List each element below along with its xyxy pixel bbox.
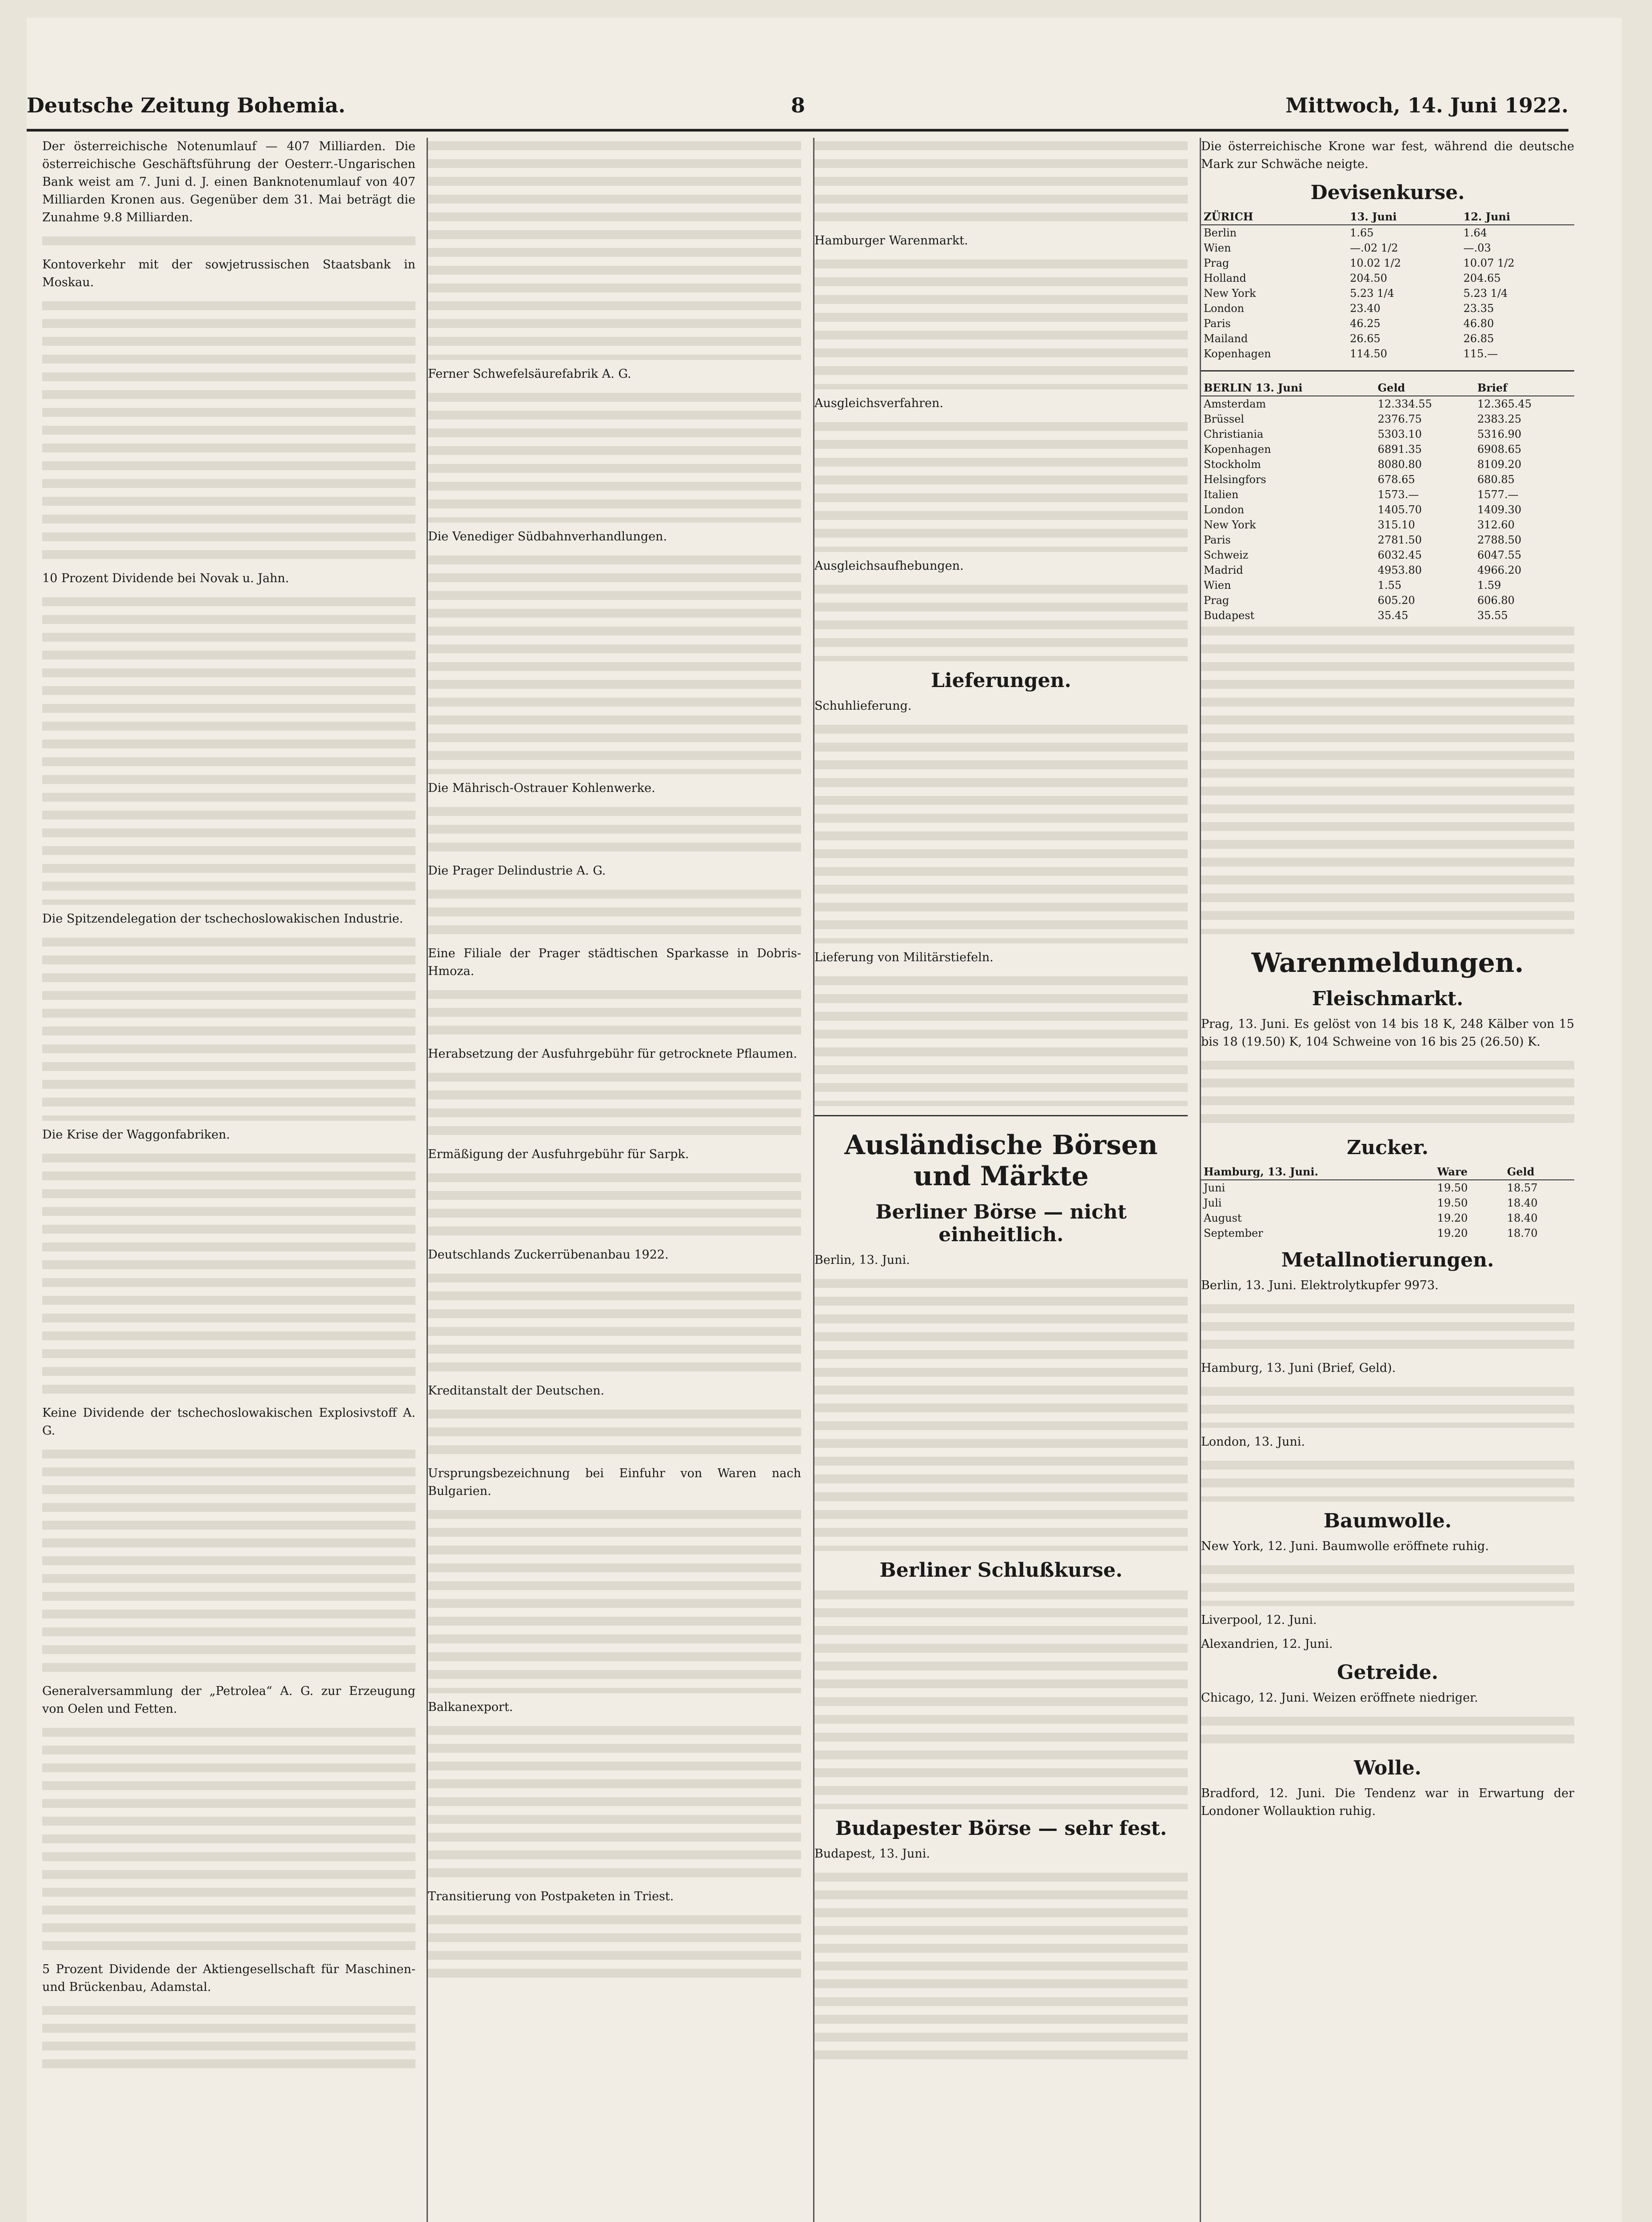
row-label: Holland — [1204, 272, 1246, 284]
row-label: Kopenhagen — [1204, 348, 1271, 360]
row-value: 46.25 — [1350, 317, 1381, 330]
row-label: Paris — [1204, 317, 1231, 330]
table-row — [1201, 1195, 1574, 1211]
row-value: 678.65 — [1377, 473, 1415, 486]
row-value: 5.23 1/4 — [1350, 287, 1394, 300]
table-row — [1201, 316, 1574, 331]
row-value: 204.50 — [1350, 272, 1388, 284]
article-waggonfabriken: Die Krise der Waggonfabriken. — [42, 1128, 230, 1142]
row-label: London — [1204, 302, 1245, 315]
row-value: 315.10 — [1377, 519, 1415, 531]
article-ausgleichsverfahren: Ausgleichsverfahren. — [814, 396, 944, 410]
table-row — [1201, 472, 1574, 487]
article-triest: Transitierung von Postpaketen in Triest. — [428, 1890, 674, 1903]
table-col-head: 12. Juni — [1461, 209, 1574, 225]
heading-berliner-boerse: Berliner Börse — nicht einheitlich. — [875, 1201, 1127, 1246]
article-schwefelsaeure: Ferner Schwefelsäurefabrik A. G. — [428, 367, 631, 381]
heading-devisenkurse: Devisenkurse. — [1310, 181, 1465, 204]
article-kontoverkehr: Kontoverkehr mit der sowjetrussischen Staatsbank in Moskau. — [42, 258, 415, 289]
column-4 — [1200, 138, 1574, 2222]
article-bulgarien: Ursprungsbezeichnung bei Einfuhr von Waren nach Bulgarien. — [428, 1467, 801, 1498]
row-value: 19.50 — [1437, 1197, 1468, 1209]
article-metall-london: London, 13. Juni. — [1201, 1435, 1305, 1449]
text-lines — [428, 552, 801, 774]
article-wolle-bradford: Bradford, 12. Juni. Die Tendenz war in Erwartung der Londoner Wollauktion ruhig. — [1201, 1786, 1574, 1818]
row-value: 204.65 — [1463, 272, 1501, 284]
table-row — [1201, 487, 1574, 502]
text-lines — [428, 1722, 801, 1882]
divider — [1201, 370, 1574, 372]
row-value: 19.20 — [1437, 1212, 1468, 1224]
row-label: Schweiz — [1204, 549, 1249, 561]
text-lines — [1201, 1383, 1574, 1428]
text-lines — [1201, 1057, 1574, 1128]
row-value: 18.40 — [1507, 1197, 1538, 1209]
row-value: 1.55 — [1377, 579, 1402, 591]
row-label: Wien — [1204, 579, 1231, 591]
row-value: 19.50 — [1437, 1182, 1468, 1194]
row-value: 6032.45 — [1377, 549, 1422, 561]
row-value: 23.40 — [1350, 302, 1381, 315]
text-lines — [814, 1587, 1188, 1809]
row-label: Berlin — [1204, 227, 1237, 239]
text-lines — [1201, 1457, 1574, 1502]
text-lines — [428, 138, 801, 360]
row-label: Amsterdam — [1204, 398, 1266, 410]
text-lines — [42, 2002, 415, 2074]
row-label: Madrid — [1204, 564, 1243, 576]
row-value: 18.57 — [1507, 1182, 1538, 1194]
row-label: London — [1204, 504, 1245, 516]
article-pflaumen: Herabsetzung der Ausfuhrgebühr für getrocknete Pflaumen. — [428, 1047, 797, 1061]
row-value: 2376.75 — [1377, 413, 1422, 425]
row-value: 8080.80 — [1377, 458, 1422, 471]
text-lines — [428, 803, 801, 857]
row-value: 1577.— — [1477, 488, 1519, 501]
table-title: Hamburg, 13. Juni. — [1201, 1164, 1435, 1180]
article-schuhlieferung: Schuhlieferung. — [814, 699, 912, 713]
table-row — [1201, 225, 1574, 240]
text-lines — [1201, 1562, 1574, 1606]
row-value: 8109.20 — [1477, 458, 1522, 471]
row-label: August — [1204, 1212, 1242, 1224]
row-label: Stockholm — [1204, 458, 1261, 471]
article-krone: Die österreichische Krone war fest, während die deutsche Mark zur Schwäche neigte. — [1201, 140, 1574, 171]
row-label: Mailand — [1204, 332, 1248, 345]
text-lines — [1201, 1713, 1574, 1749]
row-value: 680.85 — [1477, 473, 1515, 486]
text-lines — [814, 1869, 1188, 2065]
heading-baumwolle: Baumwolle. — [1323, 1510, 1452, 1532]
text-lines — [428, 987, 801, 1040]
row-value: —.02 1/2 — [1350, 242, 1398, 254]
masthead — [27, 76, 1568, 132]
text-lines — [428, 1912, 801, 1983]
row-value: 1409.30 — [1477, 504, 1522, 516]
table-zurich — [1201, 209, 1574, 361]
article-spitzendelegation: Die Spitzendelegation der tschechoslowakischen Industrie. — [42, 912, 403, 926]
article-baumwolle-liverpool: Liverpool, 12. Juni. — [1201, 1613, 1317, 1627]
row-value: —.03 — [1463, 242, 1491, 254]
heading-wolle: Wolle. — [1354, 1757, 1421, 1779]
table-row — [1201, 1226, 1574, 1241]
text-lines — [428, 389, 801, 523]
text-lines — [42, 1446, 415, 1677]
table-row — [1201, 271, 1574, 286]
table-row — [1201, 396, 1574, 412]
table-zucker — [1201, 1164, 1574, 1241]
table-row — [1201, 412, 1574, 427]
table-row — [1201, 331, 1574, 346]
row-value: 5316.90 — [1477, 428, 1522, 440]
article-metall-berlin: Berlin, 13. Juni. Elektrolytkupfer 9973. — [1201, 1279, 1439, 1292]
row-label: Italien — [1204, 488, 1239, 501]
text-lines — [428, 1507, 801, 1693]
row-value: 114.50 — [1350, 348, 1388, 360]
table-row — [1201, 578, 1574, 593]
heading-auslaendische-boersen: Ausländische Börsen und Märkte — [844, 1130, 1158, 1192]
row-value: 26.65 — [1350, 332, 1381, 345]
text-lines — [42, 1150, 415, 1399]
row-value: 18.40 — [1507, 1212, 1538, 1224]
row-value: 605.20 — [1377, 594, 1415, 607]
masthead-title: Deutsche Zeitung Bohemia. — [27, 93, 346, 117]
text-lines — [814, 721, 1188, 943]
heading-metallnotierungen: Metallnotierungen. — [1281, 1249, 1494, 1271]
row-value: 1573.— — [1377, 488, 1419, 501]
heading-zucker: Zucker. — [1347, 1136, 1429, 1159]
masthead-date: Mittwoch, 14. Juni 1922. — [1285, 93, 1568, 117]
table-row — [1201, 1180, 1574, 1195]
column-1 — [42, 138, 415, 2222]
column-2 — [427, 138, 801, 2222]
heading-getreide: Getreide. — [1337, 1661, 1438, 1684]
table-row — [1201, 427, 1574, 442]
article-militaerstiefel: Lieferung von Militärstiefeln. — [814, 951, 994, 964]
table-row — [1201, 563, 1574, 578]
row-label: Paris — [1204, 534, 1231, 546]
row-value: 10.02 1/2 — [1350, 257, 1401, 269]
article-zuckerruebe: Deutschlands Zuckerrübenanbau 1922. — [428, 1248, 669, 1262]
row-label: Christiania — [1204, 428, 1264, 440]
row-value: 312.60 — [1477, 519, 1515, 531]
text-lines — [42, 594, 415, 905]
heading-schlusskurse: Berliner Schlußkurse. — [879, 1559, 1123, 1582]
row-value: 12.334.55 — [1377, 398, 1432, 410]
row-value: 35.55 — [1477, 609, 1508, 622]
text-lines — [814, 1275, 1188, 1551]
row-label: Kopenhagen — [1204, 443, 1271, 456]
text-lines — [428, 1406, 801, 1459]
article-kreditanstalt: Kreditanstalt der Deutschen. — [428, 1384, 605, 1398]
article-metall-hamburg: Hamburg, 13. Juni (Brief, Geld). — [1201, 1361, 1396, 1375]
row-value: 6908.65 — [1477, 443, 1522, 456]
table-row — [1201, 442, 1574, 457]
text-lines — [814, 256, 1188, 389]
table-row — [1201, 517, 1574, 532]
row-label: Juni — [1204, 1182, 1225, 1194]
page-number: 8 — [791, 93, 806, 117]
row-value: 5303.10 — [1377, 428, 1422, 440]
row-label: Wien — [1204, 242, 1231, 254]
table-row — [1201, 593, 1574, 608]
article-getreide-chicago: Chicago, 12. Juni. Weizen eröffnete niedriger. — [1201, 1691, 1478, 1705]
table-row — [1201, 256, 1574, 271]
row-label: Juli — [1204, 1197, 1222, 1209]
row-label: Budapest — [1204, 609, 1255, 622]
text-lines — [814, 973, 1188, 1106]
table-row — [1201, 608, 1574, 623]
table-row — [1201, 301, 1574, 316]
table-col-head: Geld — [1375, 380, 1475, 396]
row-value: 5.23 1/4 — [1463, 287, 1508, 300]
article-adamstal: 5 Prozent Dividende der Aktiengesellschaft für Maschinen- und Brückenbau, Adamstal. — [42, 1962, 415, 1994]
row-value: 46.80 — [1463, 317, 1494, 330]
row-value: 6891.35 — [1377, 443, 1422, 456]
article-kohlenwerke: Die Mährisch-Ostrauer Kohlenwerke. — [428, 781, 655, 795]
text-lines — [428, 1270, 801, 1377]
article-baumwolle-alexandrien: Alexandrien, 12. Juni. — [1201, 1637, 1333, 1651]
article-budapest-dateline: Budapest, 13. Juni. — [814, 1847, 930, 1861]
article-petrolea: Generalversammlung der „Petrolea“ A. G. zur Erzeugung von Oelen und Fetten. — [42, 1684, 415, 1716]
row-value: 1.65 — [1350, 227, 1374, 239]
row-value: 6047.55 — [1477, 549, 1522, 561]
text-lines — [42, 298, 415, 564]
article-suedbahn: Die Venediger Südbahnverhandlungen. — [428, 530, 667, 544]
row-value: 4966.20 — [1477, 564, 1522, 576]
table-row — [1201, 286, 1574, 301]
column-3 — [813, 138, 1188, 2222]
text-lines — [42, 233, 415, 251]
text-lines — [814, 581, 1188, 661]
row-value: 12.365.45 — [1477, 398, 1532, 410]
table-row — [1201, 346, 1574, 361]
article-sarpk: Ermäßigung der Ausfuhrgebühr für Sarpk. — [428, 1147, 689, 1161]
article-berlin-dateline: Berlin, 13. Juni. — [814, 1253, 910, 1267]
row-value: 115.— — [1463, 348, 1498, 360]
row-value: 19.20 — [1437, 1227, 1468, 1239]
article-delindustrie: Die Prager Delindustrie A. G. — [428, 864, 606, 878]
text-lines — [428, 1170, 801, 1241]
table-title: BERLIN 13. Juni — [1201, 380, 1375, 396]
table-col-head: Ware — [1435, 1164, 1504, 1180]
row-value: 2788.50 — [1477, 534, 1522, 546]
article-balkanexport: Balkanexport. — [428, 1700, 513, 1714]
text-lines — [1201, 1301, 1574, 1354]
row-label: Prag — [1204, 594, 1229, 607]
article-hamburger-warenmarkt: Hamburger Warenmarkt. — [814, 234, 968, 248]
article-sparkasse: Eine Filiale der Prager städtischen Sparkasse in Dobris-Hmoza. — [428, 947, 801, 978]
article-baumwolle-newyork: New York, 12. Juni. Baumwolle eröffnete ruhig. — [1201, 1539, 1489, 1553]
text-lines — [42, 934, 415, 1121]
row-value: 606.80 — [1477, 594, 1515, 607]
table-berlin — [1201, 380, 1574, 623]
table-row — [1201, 548, 1574, 563]
row-value: 1.64 — [1463, 227, 1487, 239]
row-value: 4953.80 — [1377, 564, 1422, 576]
row-value: 26.85 — [1463, 332, 1494, 345]
row-value: 23.35 — [1463, 302, 1494, 315]
row-value: 10.07 1/2 — [1463, 257, 1515, 269]
divider — [814, 1115, 1188, 1116]
article-novak: 10 Prozent Dividende bei Novak u. Jahn. — [42, 571, 289, 585]
row-value: 1.59 — [1477, 579, 1501, 591]
text-lines — [428, 886, 801, 939]
table-col-head: Geld — [1504, 1164, 1574, 1180]
article-notenumlauf: Der österreichische Notenumlauf — 407 Milliarden. Die österreichische Geschäftsführung der Oesterr.-Ungarischen Bank weist am 7. Juni d. J. einen Banknotenumlauf von 407 Milliarden Kronen aus. Gegenüber dem 31. Mai beträgt die Zunahme 9.8 Milliarden. — [42, 140, 415, 224]
table-row — [1201, 532, 1574, 548]
row-label: New York — [1204, 287, 1256, 300]
article-ausgleichsaufhebungen: Ausgleichsaufhebungen. — [814, 559, 964, 573]
table-row — [1201, 502, 1574, 517]
row-label: Helsingfors — [1204, 473, 1266, 486]
text-lines — [42, 1724, 415, 1955]
row-label: New York — [1204, 519, 1256, 531]
row-label: Brüssel — [1204, 413, 1245, 425]
row-label: Prag — [1204, 257, 1229, 269]
row-value: 1405.70 — [1377, 504, 1422, 516]
row-value: 18.70 — [1507, 1227, 1538, 1239]
table-row — [1201, 457, 1574, 472]
heading-fleischmarkt: Fleischmarkt. — [1312, 987, 1464, 1010]
text-lines — [428, 1069, 801, 1140]
text-lines — [814, 419, 1188, 552]
text-lines — [1201, 623, 1574, 934]
article-fleisch: Prag, 13. Juni. Es gelöst von 14 bis 18 K, 248 Kälber von 15 bis 18 (19.50) K, 104 Schweine von 16 bis 25 (26.50) K. — [1201, 1017, 1574, 1049]
heading-lieferungen: Lieferungen. — [931, 669, 1071, 692]
row-value: 2383.25 — [1477, 413, 1522, 425]
article-explosivstoff: Keine Dividende der tschechoslowakischen Explosivstoff A. G. — [42, 1406, 415, 1438]
table-title: ZÜRICH — [1201, 209, 1347, 225]
text-lines — [814, 138, 1188, 227]
table-col-head: 13. Juni — [1347, 209, 1460, 225]
table-row — [1201, 1211, 1574, 1226]
row-label: September — [1204, 1227, 1263, 1239]
table-col-head: Brief — [1475, 380, 1574, 396]
row-value: 35.45 — [1377, 609, 1409, 622]
table-row — [1201, 240, 1574, 256]
heading-budapester-boerse: Budapester Börse — sehr fest. — [835, 1817, 1167, 1840]
heading-warenmeldungen: Warenmeldungen. — [1251, 947, 1524, 979]
row-value: 2781.50 — [1377, 534, 1422, 546]
